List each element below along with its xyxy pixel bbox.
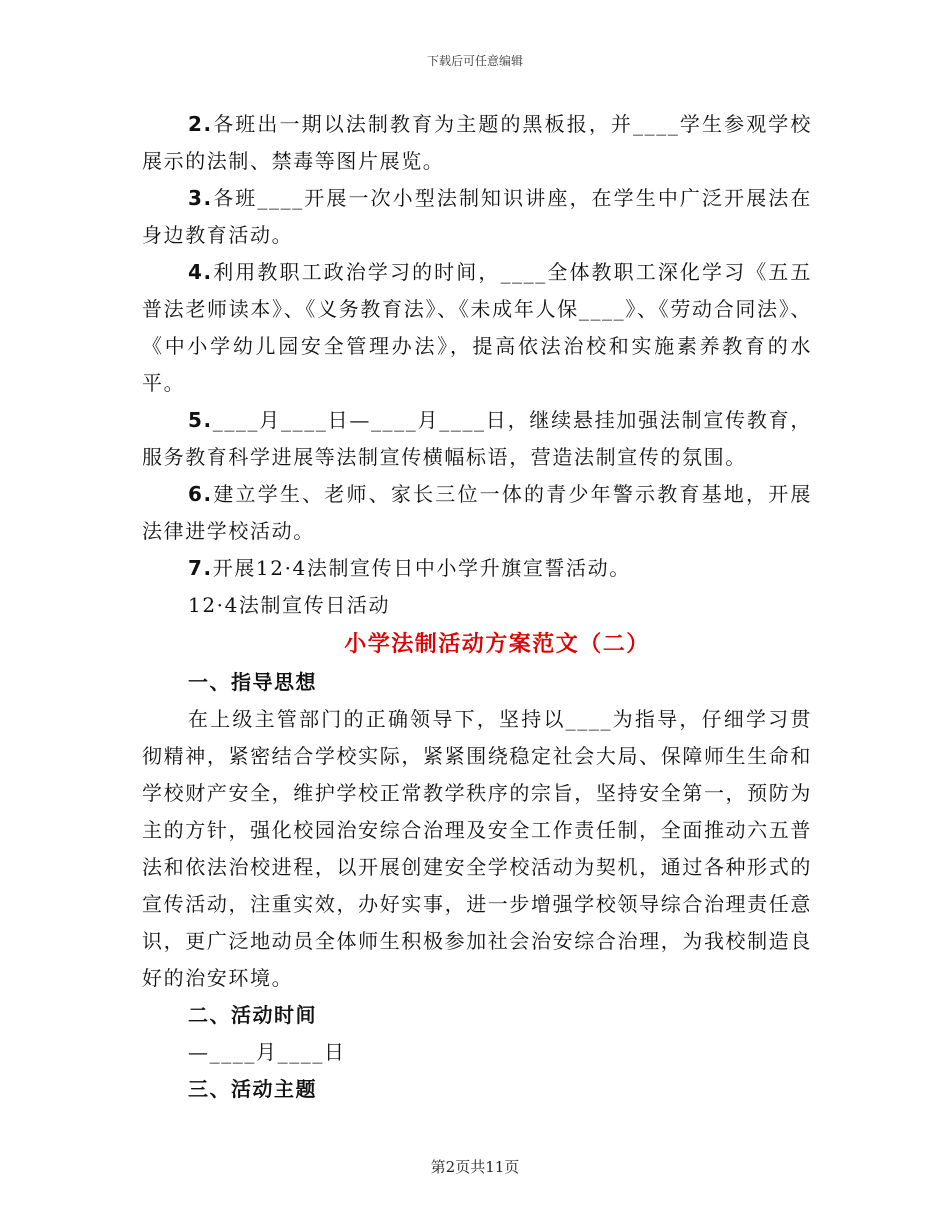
list-item-6: [142, 476, 812, 550]
heading-theme: 三、活动主题: [188, 1077, 317, 1101]
heading-guiding: 一、指导思想: [188, 670, 317, 694]
page-footer: 第2页共11页: [430, 1158, 520, 1176]
document-body: [142, 106, 812, 1108]
section-title: 小学法制活动方案范文（二）: [344, 631, 650, 657]
item-text: 各班____开展一次小型法制知识讲座，在学生中广泛开展法在身边教育活动。: [142, 186, 812, 247]
item-text: 各班出一期以法制教育为主题的黑板报，并____学生参观学校展示的法制、禁毒等图片展览。: [142, 112, 812, 173]
time-paragraph: —____月____日: [188, 1040, 346, 1064]
item-number: 6.: [188, 482, 213, 506]
item-text: 建立学生、老师、家长三位一体的青少年警示教育基地，开展法律进学校活动。: [142, 482, 812, 543]
list-item-7: [142, 550, 812, 587]
item-number: 7.: [188, 556, 213, 580]
list-item-3: [142, 180, 812, 254]
page-header: 下载后可任意编辑: [426, 54, 523, 68]
closing-line: 12·4法制宣传日活动: [188, 593, 391, 617]
list-item-4: [142, 254, 812, 402]
guiding-paragraph: 在上级主管部门的正确领导下，坚持以____为指导，仔细学习贯彻精神，紧密结合学校实际，紧紧围绕稳定社会大局、保障师生生命和学校财产安全，维护学校正常教学秩序的宗旨，坚持安全第一，预防为主的方针，强化校园治安综合治理及安全工作责任制，全面推动六五普法和依法治校进程，以开展创建安全学校活动为契机，通过各种形式的宣传活动，注重实效，办好实事，进一步增强学校领导综合治理责任意识，更广泛地动员全体师生积极参加社会治安综合治理，为我校制造良好的治安环境。: [142, 707, 812, 990]
item-text: 利用教职工政治学习的时间，____全体教职工深化学习《五五普法老师读本》、《义务教育法》、《未成年人保____》、《劳动合同法》、《中小学幼儿园安全管理办法》，提高依法治校和实施素养教育的水平。: [142, 260, 812, 395]
heading-time: 二、活动时间: [188, 1003, 317, 1027]
item-text: ____月____日—____月____日，继续悬挂加强法制宣传教育，服务教育科学进展等法制宣传横幅标语，营造法制宣传的氛围。: [142, 408, 812, 469]
item-text: 开展12·4法制宣传日中小学升旗宣誓活动。: [212, 556, 631, 580]
item-number: 2.: [188, 112, 213, 136]
item-number: 4.: [188, 260, 213, 284]
list-item-2: [142, 106, 812, 180]
item-number: 5.: [188, 408, 213, 432]
item-number: 3.: [188, 186, 213, 210]
list-item-5: [142, 402, 812, 476]
